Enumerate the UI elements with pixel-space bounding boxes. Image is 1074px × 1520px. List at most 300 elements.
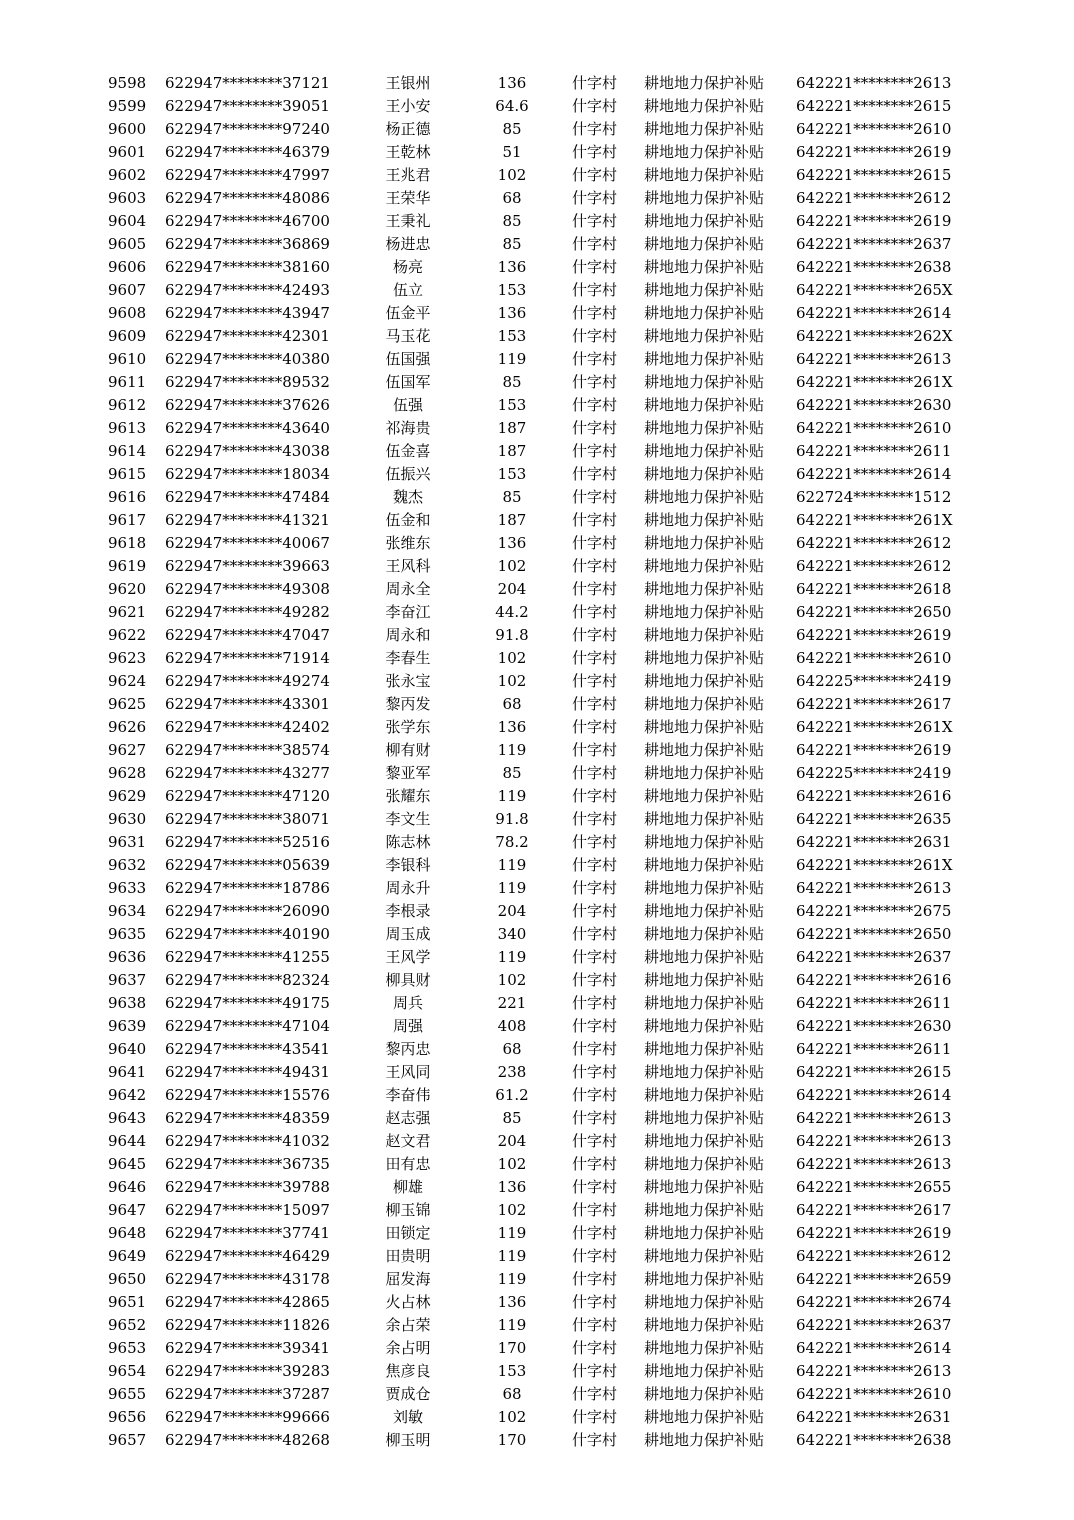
subsidy-type: 耕地地力保护补贴 <box>644 97 765 115</box>
village-name: 什字村 <box>572 1017 618 1035</box>
id-number: 642221********2635 <box>796 810 952 828</box>
table-row <box>0 762 1074 785</box>
subsidy-amount: 119 <box>497 1224 527 1242</box>
bank-account: 622947********11826 <box>165 1316 330 1334</box>
bank-account: 622947********41032 <box>165 1132 330 1150</box>
subsidy-type: 耕地地力保护补贴 <box>644 1224 765 1242</box>
table-row <box>0 1337 1074 1360</box>
subsidy-amount: 136 <box>497 1293 527 1311</box>
bank-account: 622947********48268 <box>165 1431 330 1449</box>
subsidy-type: 耕地地力保护补贴 <box>644 350 765 368</box>
village-name: 什字村 <box>572 373 618 391</box>
village-name: 什字村 <box>572 1063 618 1081</box>
row-number: 9614 <box>108 442 147 460</box>
village-name: 什字村 <box>572 741 618 759</box>
row-number: 9646 <box>108 1178 147 1196</box>
table-row <box>0 555 1074 578</box>
id-number: 642221********2611 <box>796 1040 952 1058</box>
table-row <box>0 693 1074 716</box>
bank-account: 622947********40067 <box>165 534 330 552</box>
table-row <box>0 348 1074 371</box>
recipient-name: 张学东 <box>385 718 431 736</box>
row-number: 9618 <box>108 534 147 552</box>
id-number: 642221********2610 <box>796 419 952 437</box>
subsidy-amount: 68 <box>502 1385 522 1403</box>
id-number: 642221********2614 <box>796 1339 952 1357</box>
village-name: 什字村 <box>572 695 618 713</box>
subsidy-type: 耕地地力保护补贴 <box>644 1132 765 1150</box>
subsidy-type: 耕地地力保护补贴 <box>644 304 765 322</box>
table-row <box>0 302 1074 325</box>
row-number: 9599 <box>108 97 147 115</box>
recipient-name: 伍振兴 <box>385 465 431 483</box>
subsidy-amount: 153 <box>497 396 527 414</box>
bank-account: 622947********18786 <box>165 879 330 897</box>
bank-account: 622947********43178 <box>165 1270 330 1288</box>
row-number: 9648 <box>108 1224 147 1242</box>
row-number: 9602 <box>108 166 147 184</box>
table-row <box>0 624 1074 647</box>
bank-account: 622947********49431 <box>165 1063 330 1081</box>
table-row <box>0 118 1074 141</box>
bank-account: 622947********37626 <box>165 396 330 414</box>
row-number: 9653 <box>108 1339 147 1357</box>
row-number: 9650 <box>108 1270 147 1288</box>
table-row <box>0 1268 1074 1291</box>
subsidy-amount: 85 <box>502 488 522 506</box>
table-row <box>0 831 1074 854</box>
village-name: 什字村 <box>572 189 618 207</box>
row-number: 9600 <box>108 120 147 138</box>
village-name: 什字村 <box>572 143 618 161</box>
bank-account: 622947********41255 <box>165 948 330 966</box>
subsidy-type: 耕地地力保护补贴 <box>644 396 765 414</box>
subsidy-amount: 102 <box>497 557 527 575</box>
row-number: 9630 <box>108 810 147 828</box>
village-name: 什字村 <box>572 442 618 460</box>
village-name: 什字村 <box>572 327 618 345</box>
row-number: 9627 <box>108 741 147 759</box>
table-row <box>0 371 1074 394</box>
subsidy-type: 耕地地力保护补贴 <box>644 74 765 92</box>
recipient-name: 黎丙发 <box>385 695 431 713</box>
village-name: 什字村 <box>572 902 618 920</box>
table-row <box>0 647 1074 670</box>
subsidy-type: 耕地地力保护补贴 <box>644 787 765 805</box>
subsidy-type: 耕地地力保护补贴 <box>644 1247 765 1265</box>
bank-account: 622947********46429 <box>165 1247 330 1265</box>
recipient-name: 李文生 <box>385 810 431 828</box>
village-name: 什字村 <box>572 258 618 276</box>
id-number: 642221********2610 <box>796 649 952 667</box>
village-name: 什字村 <box>572 1155 618 1173</box>
table-row <box>0 187 1074 210</box>
village-name: 什字村 <box>572 465 618 483</box>
recipient-name: 李春生 <box>385 649 431 667</box>
subsidy-type: 耕地地力保护补贴 <box>644 925 765 943</box>
recipient-name: 李奋伟 <box>385 1086 431 1104</box>
row-number: 9639 <box>108 1017 147 1035</box>
subsidy-amount: 102 <box>497 1155 527 1173</box>
recipient-name: 周强 <box>392 1017 423 1035</box>
table-row <box>0 325 1074 348</box>
subsidy-type: 耕地地力保护补贴 <box>644 1109 765 1127</box>
subsidy-type: 耕地地力保护补贴 <box>644 258 765 276</box>
subsidy-amount: 170 <box>497 1431 527 1449</box>
bank-account: 622947********99666 <box>165 1408 330 1426</box>
id-number: 642221********2637 <box>796 1316 952 1334</box>
subsidy-type: 耕地地力保护补贴 <box>644 1362 765 1380</box>
id-number: 642221********2614 <box>796 465 952 483</box>
row-number: 9605 <box>108 235 147 253</box>
subsidy-amount: 153 <box>497 465 527 483</box>
bank-account: 622947********39663 <box>165 557 330 575</box>
table-row <box>0 1429 1074 1452</box>
recipient-name: 杨亮 <box>392 258 423 276</box>
recipient-name: 杨进忠 <box>385 235 431 253</box>
recipient-name: 李银科 <box>385 856 431 874</box>
subsidy-type: 耕地地力保护补贴 <box>644 511 765 529</box>
table-row <box>0 1245 1074 1268</box>
subsidy-type: 耕地地力保护补贴 <box>644 879 765 897</box>
subsidy-type: 耕地地力保护补贴 <box>644 1155 765 1173</box>
table-row <box>0 1107 1074 1130</box>
id-number: 642221********2615 <box>796 97 952 115</box>
subsidy-type: 耕地地力保护补贴 <box>644 580 765 598</box>
table-row <box>0 509 1074 532</box>
subsidy-amount: 64.6 <box>495 97 529 115</box>
recipient-name: 柳有财 <box>385 741 431 759</box>
row-number: 9641 <box>108 1063 147 1081</box>
village-name: 什字村 <box>572 350 618 368</box>
subsidy-amount: 119 <box>497 350 527 368</box>
subsidy-amount: 61.2 <box>495 1086 529 1104</box>
recipient-name: 屈发海 <box>385 1270 431 1288</box>
id-number: 642221********2630 <box>796 396 952 414</box>
subsidy-type: 耕地地力保护补贴 <box>644 488 765 506</box>
bank-account: 622947********39051 <box>165 97 330 115</box>
recipient-name: 柳玉锦 <box>385 1201 431 1219</box>
table-row <box>0 394 1074 417</box>
recipient-name: 柳玉明 <box>385 1431 431 1449</box>
recipient-name: 王乾林 <box>385 143 431 161</box>
village-name: 什字村 <box>572 718 618 736</box>
subsidy-amount: 136 <box>497 718 527 736</box>
id-number: 642221********2613 <box>796 74 952 92</box>
subsidy-type: 耕地地力保护补贴 <box>644 120 765 138</box>
recipient-name: 周兵 <box>392 994 423 1012</box>
recipient-name: 余占荣 <box>385 1316 431 1334</box>
id-number: 642221********2610 <box>796 1385 952 1403</box>
id-number: 642221********261X <box>796 511 953 529</box>
id-number: 642221********2655 <box>796 1178 952 1196</box>
row-number: 9656 <box>108 1408 147 1426</box>
village-name: 什字村 <box>572 1270 618 1288</box>
row-number: 9642 <box>108 1086 147 1104</box>
id-number: 642221********2650 <box>796 925 952 943</box>
subsidy-type: 耕地地力保护补贴 <box>644 373 765 391</box>
village-name: 什字村 <box>572 212 618 230</box>
subsidy-type: 耕地地力保护补贴 <box>644 1178 765 1196</box>
bank-account: 622947********49175 <box>165 994 330 1012</box>
recipient-name: 黎丙忠 <box>385 1040 431 1058</box>
village-name: 什字村 <box>572 580 618 598</box>
row-number: 9615 <box>108 465 147 483</box>
recipient-name: 王兆君 <box>385 166 431 184</box>
recipient-name: 赵文君 <box>385 1132 431 1150</box>
row-number: 9640 <box>108 1040 147 1058</box>
row-number: 9623 <box>108 649 147 667</box>
bank-account: 622947********48359 <box>165 1109 330 1127</box>
id-number: 642221********2613 <box>796 1132 952 1150</box>
row-number: 9644 <box>108 1132 147 1150</box>
recipient-name: 祁海贵 <box>385 419 431 437</box>
bank-account: 622947********47484 <box>165 488 330 506</box>
bank-account: 622947********05639 <box>165 856 330 874</box>
village-name: 什字村 <box>572 1385 618 1403</box>
village-name: 什字村 <box>572 166 618 184</box>
subsidy-type: 耕地地力保护补贴 <box>644 442 765 460</box>
table-row <box>0 279 1074 302</box>
recipient-name: 伍金平 <box>385 304 431 322</box>
table-row <box>0 1291 1074 1314</box>
bank-account: 622947********43038 <box>165 442 330 460</box>
bank-account: 622947********97240 <box>165 120 330 138</box>
id-number: 642221********2631 <box>796 833 952 851</box>
id-number: 642221********2675 <box>796 902 952 920</box>
bank-account: 622947********39283 <box>165 1362 330 1380</box>
recipient-name: 张永宝 <box>385 672 431 690</box>
subsidy-type: 耕地地力保护补贴 <box>644 465 765 483</box>
subsidy-type: 耕地地力保护补贴 <box>644 1201 765 1219</box>
bank-account: 622947********37121 <box>165 74 330 92</box>
village-name: 什字村 <box>572 948 618 966</box>
id-number: 642221********2611 <box>796 994 952 1012</box>
table-row <box>0 1360 1074 1383</box>
village-name: 什字村 <box>572 649 618 667</box>
bank-account: 622947********38160 <box>165 258 330 276</box>
bank-account: 622947********26090 <box>165 902 330 920</box>
subsidy-type: 耕地地力保护补贴 <box>644 695 765 713</box>
id-number: 642221********2612 <box>796 534 952 552</box>
bank-account: 622947********52516 <box>165 833 330 851</box>
recipient-name: 伍金和 <box>385 511 431 529</box>
bank-account: 622947********43541 <box>165 1040 330 1058</box>
subsidy-type: 耕地地力保护补贴 <box>644 1293 765 1311</box>
subsidy-amount: 102 <box>497 649 527 667</box>
row-number: 9628 <box>108 764 147 782</box>
recipient-name: 伍立 <box>392 281 423 299</box>
bank-account: 622947********18034 <box>165 465 330 483</box>
bank-account: 622947********42402 <box>165 718 330 736</box>
recipient-name: 李根录 <box>385 902 431 920</box>
bank-account: 622947********39341 <box>165 1339 330 1357</box>
table-row <box>0 486 1074 509</box>
recipient-name: 王风学 <box>385 948 431 966</box>
recipient-name: 王荣华 <box>385 189 431 207</box>
subsidy-type: 耕地地力保护补贴 <box>644 1040 765 1058</box>
id-number: 642221********2619 <box>796 143 952 161</box>
row-number: 9632 <box>108 856 147 874</box>
village-name: 什字村 <box>572 1086 618 1104</box>
recipient-name: 田有忠 <box>385 1155 431 1173</box>
subsidy-type: 耕地地力保护补贴 <box>644 810 765 828</box>
id-number: 642221********2614 <box>796 304 952 322</box>
bank-account: 622947********47104 <box>165 1017 330 1035</box>
village-name: 什字村 <box>572 1132 618 1150</box>
table-row <box>0 164 1074 187</box>
village-name: 什字村 <box>572 1247 618 1265</box>
id-number: 642221********2613 <box>796 879 952 897</box>
table-row <box>0 256 1074 279</box>
table-row <box>0 72 1074 95</box>
subsidy-amount: 68 <box>502 1040 522 1058</box>
id-number: 642221********2613 <box>796 350 952 368</box>
table-row <box>0 1038 1074 1061</box>
subsidy-type: 耕地地力保护补贴 <box>644 143 765 161</box>
table-row <box>0 969 1074 992</box>
bank-account: 622947********89532 <box>165 373 330 391</box>
recipient-name: 田锁定 <box>385 1224 431 1242</box>
recipient-name: 马玉花 <box>385 327 431 345</box>
village-name: 什字村 <box>572 603 618 621</box>
recipient-name: 伍强 <box>392 396 423 414</box>
subsidy-amount: 136 <box>497 258 527 276</box>
bank-account: 622947********71914 <box>165 649 330 667</box>
subsidy-amount: 102 <box>497 1408 527 1426</box>
subsidy-type: 耕地地力保护补贴 <box>644 1408 765 1426</box>
id-number: 642221********2617 <box>796 1201 952 1219</box>
subsidy-amount: 187 <box>497 419 527 437</box>
village-name: 什字村 <box>572 1224 618 1242</box>
subsidy-type: 耕地地力保护补贴 <box>644 833 765 851</box>
id-number: 642221********261X <box>796 856 953 874</box>
id-number: 642221********2615 <box>796 1063 952 1081</box>
table-row <box>0 1130 1074 1153</box>
subsidy-amount: 153 <box>497 1362 527 1380</box>
subsidy-type: 耕地地力保护补贴 <box>644 902 765 920</box>
row-number: 9625 <box>108 695 147 713</box>
table-row <box>0 785 1074 808</box>
recipient-name: 贾成仓 <box>385 1385 431 1403</box>
subsidy-amount: 204 <box>497 580 527 598</box>
bank-account: 622947********42493 <box>165 281 330 299</box>
bank-account: 622947********41321 <box>165 511 330 529</box>
subsidy-amount: 119 <box>497 1270 527 1288</box>
village-name: 什字村 <box>572 1316 618 1334</box>
village-name: 什字村 <box>572 74 618 92</box>
bank-account: 622947********47047 <box>165 626 330 644</box>
subsidy-amount: 204 <box>497 1132 527 1150</box>
subsidy-amount: 136 <box>497 534 527 552</box>
subsidy-type: 耕地地力保护补贴 <box>644 856 765 874</box>
recipient-name: 刘敏 <box>392 1408 423 1426</box>
village-name: 什字村 <box>572 764 618 782</box>
subsidy-type: 耕地地力保护补贴 <box>644 603 765 621</box>
table-row <box>0 670 1074 693</box>
id-number: 642221********2613 <box>796 1109 952 1127</box>
subsidy-type: 耕地地力保护补贴 <box>644 994 765 1012</box>
table-row <box>0 1061 1074 1084</box>
subsidy-amount: 85 <box>502 373 522 391</box>
subsidy-amount: 119 <box>497 1247 527 1265</box>
table-row <box>0 877 1074 900</box>
village-name: 什字村 <box>572 810 618 828</box>
row-number: 9645 <box>108 1155 147 1173</box>
subsidy-amount: 153 <box>497 327 527 345</box>
table-row <box>0 1383 1074 1406</box>
row-number: 9624 <box>108 672 147 690</box>
subsidy-type: 耕地地力保护补贴 <box>644 189 765 207</box>
table-row <box>0 946 1074 969</box>
subsidy-type: 耕地地力保护补贴 <box>644 1270 765 1288</box>
subsidy-amount: 85 <box>502 235 522 253</box>
recipient-name: 黎亚军 <box>385 764 431 782</box>
recipient-name: 柳具财 <box>385 971 431 989</box>
village-name: 什字村 <box>572 1178 618 1196</box>
id-number: 642225********2419 <box>796 672 952 690</box>
recipient-name: 余占明 <box>385 1339 431 1357</box>
table-row <box>0 854 1074 877</box>
row-number: 9622 <box>108 626 147 644</box>
recipient-name: 周永和 <box>385 626 431 644</box>
village-name: 什字村 <box>572 971 618 989</box>
village-name: 什字村 <box>572 235 618 253</box>
row-number: 9607 <box>108 281 147 299</box>
row-number: 9611 <box>108 373 147 391</box>
village-name: 什字村 <box>572 879 618 897</box>
village-name: 什字村 <box>572 626 618 644</box>
table-row <box>0 1153 1074 1176</box>
table-row <box>0 601 1074 624</box>
recipient-name: 张维东 <box>385 534 431 552</box>
subsidy-amount: 136 <box>497 1178 527 1196</box>
id-number: 642221********2650 <box>796 603 952 621</box>
recipient-name: 赵志强 <box>385 1109 431 1127</box>
table-row <box>0 141 1074 164</box>
subsidy-amount: 119 <box>497 856 527 874</box>
recipient-name: 周玉成 <box>385 925 431 943</box>
village-name: 什字村 <box>572 488 618 506</box>
row-number: 9613 <box>108 419 147 437</box>
id-number: 642221********2615 <box>796 166 952 184</box>
id-number: 642221********2637 <box>796 948 952 966</box>
bank-account: 622947********49282 <box>165 603 330 621</box>
table-row <box>0 463 1074 486</box>
subsidy-amount: 68 <box>502 189 522 207</box>
village-name: 什字村 <box>572 534 618 552</box>
id-number: 642221********2610 <box>796 120 952 138</box>
subsidy-amount: 91.8 <box>495 810 529 828</box>
village-name: 什字村 <box>572 511 618 529</box>
recipient-name: 王小安 <box>385 97 431 115</box>
subsidy-amount: 102 <box>497 672 527 690</box>
bank-account: 622947********40380 <box>165 350 330 368</box>
table-row <box>0 1176 1074 1199</box>
village-name: 什字村 <box>572 557 618 575</box>
subsidy-amount: 119 <box>497 948 527 966</box>
bank-account: 622947********46700 <box>165 212 330 230</box>
subsidy-amount: 68 <box>502 695 522 713</box>
id-number: 642221********2638 <box>796 258 952 276</box>
table-row <box>0 1084 1074 1107</box>
row-number: 9616 <box>108 488 147 506</box>
recipient-name: 伍金喜 <box>385 442 431 460</box>
row-number: 9610 <box>108 350 147 368</box>
recipient-name: 张耀东 <box>385 787 431 805</box>
row-number: 9617 <box>108 511 147 529</box>
table-row <box>0 417 1074 440</box>
